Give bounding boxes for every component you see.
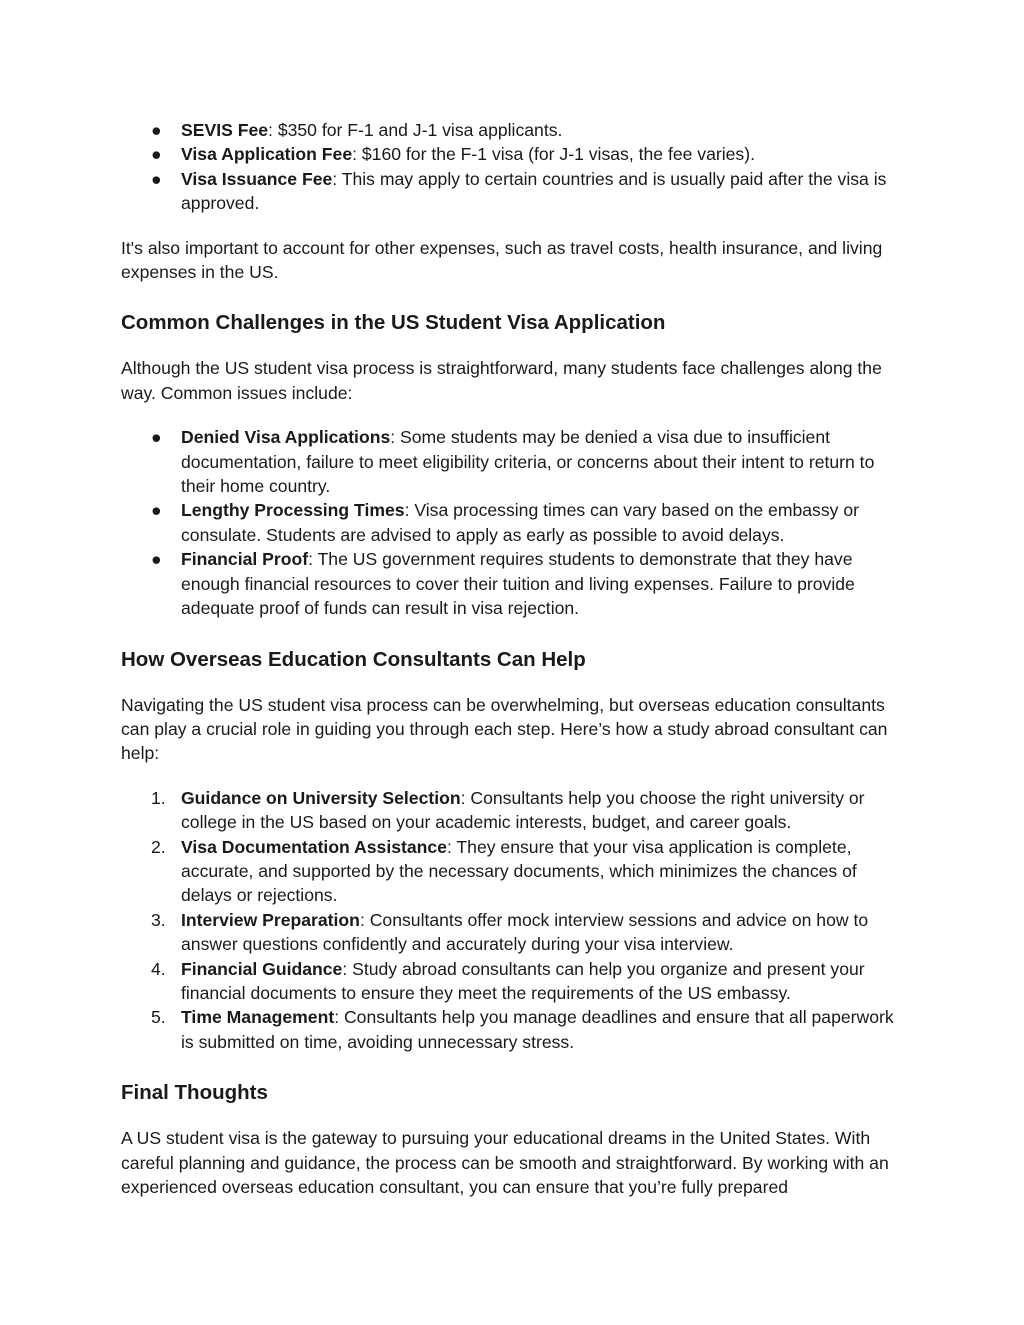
consultant-text: : They ensure that your visa application is complete, accurate, and supported by the necessary documents, which minimizes the chances of delays or rejections. [181,836,857,906]
fee-text: : This may apply to certain countries and is usually paid after the visa is approved. [181,168,887,214]
list-number: 2. [151,836,166,857]
consultant-text: : Study abroad consultants can help you organize and present your financial documents to ensure they meet the requirements of the US embassy. [181,958,865,1003]
consultants-list [121,786,911,1054]
consultant-term: Interview Preparation [181,909,360,930]
fee-text: : $350 for F-1 and J-1 visa applicants. [268,120,563,140]
list-item [121,167,911,216]
list-item [121,142,911,166]
list-item [121,957,911,1006]
challenges-heading: Common Challenges in the US Student Visa Application [121,311,666,335]
challenge-term: Denied Visa Applications [181,427,391,448]
list-item [121,1005,911,1054]
bullet-icon: ● [151,168,162,189]
list-item [121,118,911,142]
fee-text: : $160 for the F-1 visa (for J-1 visas, the fee varies). [352,144,755,165]
consultant-term: Time Management [181,1007,335,1028]
list-item [121,498,911,547]
bullet-icon: ● [151,144,162,165]
final-paragraph: A US student visa is the gateway to pursuing your educational dreams in the United States. With careful planning and guidance, the process can be smooth and straightforward. By working with an experienced overseas education consultant, you can ensure that you’re fully prepared [121,1128,889,1197]
list-item [121,425,911,498]
list-item [121,786,911,835]
list-number: 1. [151,787,166,808]
consultant-term: Guidance on University Selection [181,787,461,808]
consultant-text: : Consultants help you manage deadlines and ensure that all paperwork is submitted on time, avoiding unnecessary stress. [181,1007,894,1052]
fees-list [121,118,911,216]
consultants-heading: How Overseas Education Consultants Can Help [121,647,586,671]
consultant-text: : Consultants help you choose the right university or college in the US based on your academic interests, budget, and career goals. [181,787,865,833]
challenge-text: : The US government requires students to demonstrate that they have enough financial resources to cover their tuition and living expenses. Failure to provide adequate proof of funds can result in visa rejection. [181,549,855,619]
consultants-intro: Navigating the US student visa process can be overwhelming, but overseas education consultants can play a crucial role in guiding you through each step. Here’s how a study abroad consultant can help: [121,694,888,764]
bullet-icon: ● [151,549,162,570]
challenges-list [121,425,911,620]
document-content [121,118,911,1199]
challenge-text: : Some students may be denied a visa due to insufficient documentation, failure to meet eligibility criteria, or concerns about their intent to return to their home country. [181,427,875,497]
challenge-text: : Visa processing times can vary based on the embassy or consulate. Students are advised to apply as early as possible to avoid delays. [181,500,859,545]
challenge-term: Lengthy Processing Times [181,500,405,521]
fee-term: SEVIS Fee [181,120,269,140]
list-item [121,547,911,620]
consultant-term: Financial Guidance [181,958,343,979]
expenses-paragraph: It's also important to account for other expenses, such as travel costs, health insurance, and living expenses in the US. [121,237,883,283]
list-number: 5. [151,1007,166,1028]
fee-term: Visa Application Fee [181,144,353,165]
list-number: 3. [151,909,166,930]
fee-term: Visa Issuance Fee [181,168,333,189]
consultant-term: Visa Documentation Assistance [181,836,447,857]
final-heading: Final Thoughts [121,1081,268,1105]
list-number: 4. [151,958,166,979]
challenges-intro: Although the US student visa process is straightforward, many students face challenges along the way. Common issues include: [121,358,882,403]
bullet-icon: ● [151,427,162,448]
consultant-text: : Consultants offer mock interview sessions and advice on how to answer questions confidently and accurately during your visa interview. [181,909,869,955]
list-item [121,908,911,957]
list-item [121,835,911,908]
bullet-icon: ● [151,120,162,140]
bullet-icon: ● [151,500,162,521]
challenge-term: Financial Proof [181,549,309,570]
